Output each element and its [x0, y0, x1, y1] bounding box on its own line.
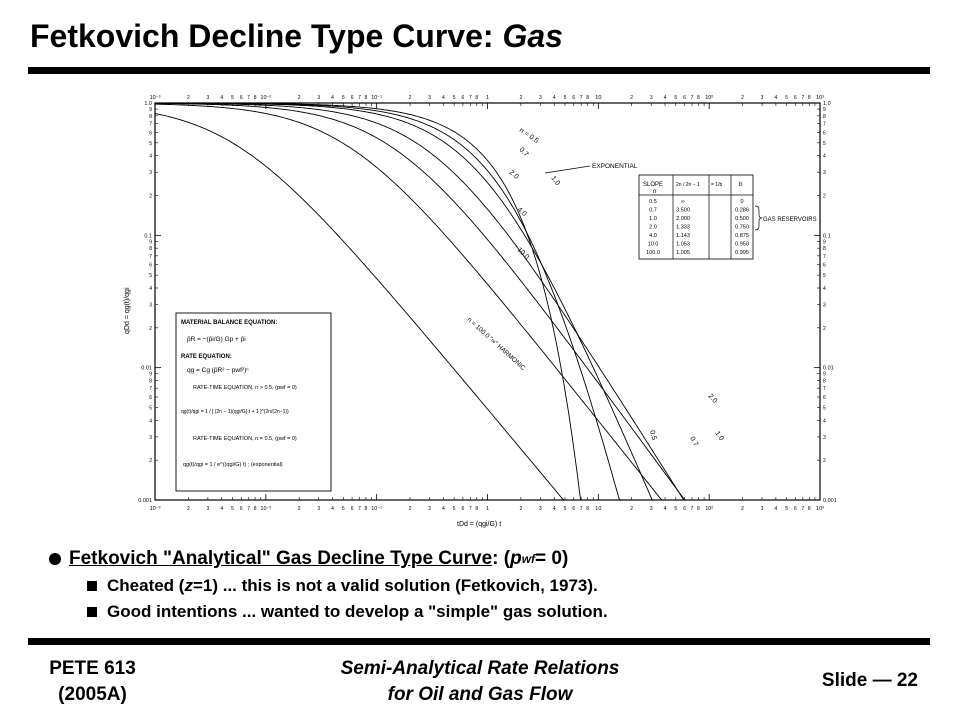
slope-table-header-b-inv: = 1/b: [711, 182, 723, 188]
y-minor-label-right: 5: [823, 405, 826, 412]
y-minor-label-right: 2: [823, 193, 826, 200]
x-tick-label-bottom: 10⁻¹: [371, 506, 383, 512]
y-minor-label-right: 3: [823, 170, 826, 177]
y-minor-label-right: 5: [823, 140, 826, 147]
y-minor-label-left: 9: [149, 371, 152, 378]
x-minor-label-bottom: 4: [663, 506, 667, 512]
y-minor-label-left: 3: [149, 434, 152, 441]
x-minor-label-bottom: 4: [442, 506, 445, 512]
y-minor-label-left: 4: [149, 418, 152, 425]
x-minor-label-bottom: 5: [785, 506, 789, 512]
x-minor-label-bottom: 3: [760, 506, 764, 512]
x-minor-label-top: 6: [461, 95, 465, 101]
bullet-dot: [49, 553, 61, 565]
x-minor-label-top: 6: [350, 95, 354, 101]
x-minor-label-top: 8: [364, 95, 368, 101]
x-tick-label-top: 10⁻¹: [371, 95, 383, 101]
y-minor-label-left: 9: [149, 239, 152, 246]
x-minor-label-top: 7: [247, 95, 251, 101]
y-minor-label-right: 7: [823, 121, 826, 128]
y-minor-label-left: 5: [149, 140, 152, 147]
x-minor-label-top: 2: [186, 95, 190, 101]
y-minor-label-right: 6: [823, 395, 826, 402]
x-minor-label-top: 5: [452, 95, 456, 101]
eq-rate-time-heading-2: RATE-TIME EQUATION, n = 0.5, (pwf = 0): [193, 436, 297, 442]
curve-label-n05: n = 0.5: [517, 126, 540, 146]
gas-reservoirs-brace: [755, 206, 762, 230]
exponential-label: EXPONENTIAL: [592, 163, 638, 170]
eq-rate-time-heading-1: RATE-TIME EQUATION, n > 0.5, (pwf = 0): [193, 385, 297, 391]
x-minor-label-top: 7: [690, 95, 694, 101]
x-minor-label-top: 3: [649, 95, 653, 101]
y-minor-label-right: 6: [823, 262, 826, 269]
slope-table-cell: 1.333: [676, 224, 690, 231]
y-minor-label-right: 9: [823, 107, 826, 114]
x-tick-label-top: 10: [595, 95, 602, 101]
bullet-main: [45, 545, 905, 573]
curve-label-low-10: 1.0: [713, 430, 725, 443]
footer-course: [40, 656, 145, 708]
x-minor-label-bottom: 2: [297, 506, 301, 512]
x-minor-label-top: 3: [428, 95, 431, 101]
y-minor-label-right: 2: [823, 325, 826, 332]
y-minor-label-left: 2: [149, 325, 152, 332]
x-minor-label-bottom: 4: [220, 506, 224, 512]
bullet-list: [45, 545, 905, 625]
y-minor-label-right: 3: [823, 434, 826, 441]
x-minor-label-top: 5: [563, 95, 567, 101]
y-minor-label-right: 9: [823, 239, 826, 246]
y-tick-label-right: 0.001: [823, 498, 837, 504]
x-minor-label-bottom: 4: [331, 506, 334, 512]
y-minor-label-left: 7: [149, 253, 152, 260]
y-minor-label-right: 4: [823, 153, 826, 160]
x-minor-label-bottom: 8: [586, 506, 589, 512]
x-minor-label-top: 8: [586, 95, 589, 101]
x-minor-label-bottom: 8: [253, 506, 257, 512]
x-minor-label-top: 6: [239, 95, 243, 101]
slope-table-cell: 0.5: [649, 199, 657, 205]
slope-table-cell: 1.0: [649, 216, 657, 222]
bullet-sub-2: [87, 599, 905, 625]
x-tick-label-bottom: 10³: [816, 506, 824, 512]
x-minor-label-top: 7: [801, 95, 805, 101]
curve-label-harmonic: n = 100.0 "∞" HARMONIC: [465, 316, 527, 373]
x-minor-label-top: 3: [538, 95, 542, 101]
x-minor-label-bottom: 7: [247, 506, 251, 512]
x-minor-label-bottom: 6: [350, 506, 354, 512]
bullet-square: [87, 607, 97, 617]
x-tick-label-top: 10³: [816, 95, 824, 101]
slope-table-cell: 3.500: [676, 207, 690, 214]
gas-reservoirs-label: GAS RESERVOIRS: [763, 217, 817, 223]
x-minor-label-bottom: 2: [741, 506, 744, 512]
title-italic: Gas: [502, 18, 563, 54]
x-minor-label-top: 3: [317, 95, 321, 101]
y-minor-label-right: 6: [823, 130, 826, 137]
x-minor-label-top: 5: [341, 95, 345, 101]
y-minor-label-left: 8: [149, 378, 152, 385]
x-minor-label-top: 2: [630, 95, 634, 101]
bullet-main-open: : (: [492, 548, 511, 569]
x-minor-label-bottom: 3: [317, 506, 321, 512]
curve-label-low-20: 2.0: [706, 392, 719, 405]
bullet-sub-1-z: z: [184, 576, 193, 595]
eq-material-balance: p̄R = −(p̄i/G) Gp + p̄i: [187, 336, 246, 343]
y-minor-label-left: 2: [149, 193, 152, 200]
curve-label-n10: 1.0: [549, 174, 561, 187]
y-minor-label-left: 6: [149, 395, 152, 402]
bullet-sub-1-a: Cheated (: [107, 576, 185, 595]
eq-rate: qg = Cg (p̄R² − pwf²)ⁿ: [187, 367, 249, 374]
slope-table-cell: 4.0: [649, 233, 657, 239]
footer-title-line2: for Oil and Gas Flow: [387, 684, 573, 705]
x-minor-label-top: 8: [253, 95, 257, 101]
footer-course-line1: PETE 613: [49, 658, 136, 679]
x-minor-label-top: 5: [674, 95, 678, 101]
x-minor-label-bottom: 6: [794, 506, 797, 512]
x-minor-label-bottom: 8: [364, 506, 368, 512]
x-minor-label-top: 2: [519, 95, 523, 101]
y-minor-label-left: 5: [149, 405, 152, 412]
type-curve-figure: [105, 88, 840, 535]
y-minor-label-right: 8: [823, 113, 826, 120]
y-axis-label: qDd = qg(t)/qgi: [124, 287, 131, 334]
x-minor-label-bottom: 6: [461, 506, 465, 512]
x-minor-label-bottom: 5: [452, 506, 456, 512]
slope-table: [639, 175, 753, 259]
x-minor-label-top: 5: [231, 95, 234, 101]
x-minor-label-bottom: 6: [239, 506, 243, 512]
curve-label-low-07: 0.7: [688, 435, 699, 448]
slope-table-cell: 0: [740, 199, 744, 205]
slope-table-cell: 2.000: [676, 216, 690, 222]
x-minor-label-top: 7: [468, 95, 472, 101]
slope-table-cell: 0.500: [735, 216, 749, 222]
y-tick-label-right: 0.1: [823, 233, 831, 240]
y-minor-label-left: 3: [149, 302, 152, 309]
bottom-rule: [28, 638, 930, 645]
bullet-main-close: = 0): [535, 548, 569, 569]
x-tick-label-bottom: 10: [595, 506, 602, 512]
bullet-sub-1-b: =1) ... this is not a valid solution (Fetkovich, 1973).: [192, 576, 598, 595]
y-minor-label-left: 7: [149, 386, 152, 393]
title-main: Fetkovich Decline Type Curve:: [30, 18, 503, 54]
slope-table-header-n: n: [653, 189, 657, 195]
slope-table-cell: 1.143: [676, 233, 690, 239]
x-tick-label-top: 10⁻²: [260, 95, 272, 101]
slope-table-header-b: b: [739, 182, 743, 188]
slope-table-cell: 0.286: [735, 207, 749, 214]
x-tick-label-bottom: 10⁻²: [260, 506, 272, 512]
x-minor-label-bottom: 2: [630, 506, 634, 512]
eq-rate-time-2: qg(t)/qgi = 1 / e^((qgi/G) t) ; (exponential): [183, 462, 283, 468]
x-minor-label-bottom: 4: [774, 506, 778, 512]
x-minor-label-top: 8: [475, 95, 479, 101]
x-minor-label-top: 6: [683, 95, 686, 101]
x-minor-label-bottom: 3: [538, 506, 542, 512]
x-minor-label-top: 4: [552, 95, 556, 101]
slope-table-cell: 0.950: [735, 241, 749, 248]
slope-table-cell: 1.005: [676, 250, 690, 256]
x-minor-label-top: 2: [297, 95, 301, 101]
slope-table-cell: 100.0: [646, 250, 660, 256]
x-minor-label-top: 3: [760, 95, 764, 101]
bullet-main-text: Fetkovich "Analytical" Gas Decline Type Curve: [69, 548, 493, 569]
x-minor-label-bottom: 2: [408, 506, 412, 512]
curve-label-n07: 0.7: [517, 146, 530, 159]
y-minor-label-right: 7: [823, 253, 826, 260]
x-minor-label-top: 4: [220, 95, 224, 101]
curve-label-n40: 4.0: [515, 206, 528, 218]
y-minor-label-right: 7: [823, 386, 826, 393]
x-minor-label-bottom: 7: [579, 506, 583, 512]
y-minor-label-right: 4: [823, 285, 826, 292]
y-minor-label-left: 9: [149, 107, 152, 114]
type-curve-chart: [105, 88, 840, 535]
x-minor-label-bottom: 4: [552, 506, 556, 512]
x-minor-label-top: 6: [794, 95, 797, 101]
x-minor-label-top: 4: [331, 95, 334, 101]
footer-title-line1: Semi-Analytical Rate Relations: [340, 658, 620, 679]
slope-table-cell: 0.750: [735, 224, 749, 231]
x-minor-label-top: 4: [442, 95, 445, 101]
x-minor-label-top: 7: [579, 95, 583, 101]
x-minor-label-bottom: 2: [519, 506, 523, 512]
y-minor-label-right: 8: [823, 246, 826, 253]
x-minor-label-bottom: 5: [563, 506, 567, 512]
bullet-sub-1: [87, 573, 905, 599]
x-tick-label-top: 10⁻³: [149, 95, 161, 101]
x-minor-label-bottom: 6: [572, 506, 576, 512]
curve-label-n20: 2.0: [507, 169, 520, 181]
y-tick-label-left: 0.1: [144, 233, 152, 240]
x-minor-label-top: 8: [807, 95, 811, 101]
x-minor-label-bottom: 8: [807, 506, 811, 512]
y-minor-label-left: 6: [149, 130, 152, 137]
bullet-square: [87, 581, 97, 591]
x-minor-label-bottom: 5: [674, 506, 678, 512]
x-minor-label-bottom: 3: [428, 506, 431, 512]
y-minor-label-left: 3: [149, 170, 152, 177]
top-rule: [28, 67, 930, 74]
y-minor-label-right: 2: [823, 458, 826, 465]
x-minor-label-bottom: 7: [801, 506, 805, 512]
x-minor-label-bottom: 5: [231, 506, 234, 512]
y-minor-label-left: 6: [149, 262, 152, 269]
y-minor-label-right: 9: [823, 371, 826, 378]
y-minor-label-left: 8: [149, 113, 152, 120]
x-minor-label-bottom: 8: [475, 506, 479, 512]
x-tick-label-bottom: 1: [485, 506, 490, 512]
y-minor-label-right: 5: [823, 273, 826, 280]
slope-table-cell: 10.0: [647, 241, 659, 248]
exponential-leader: [545, 166, 590, 173]
slope-table-cell: 1.053: [676, 241, 690, 248]
slope-table-cell: 2.0: [649, 224, 657, 231]
eq-material-balance-heading: MATERIAL BALANCE EQUATION:: [181, 320, 278, 326]
y-minor-label-right: 3: [823, 302, 826, 309]
x-minor-label-top: 3: [206, 95, 210, 101]
x-minor-label-top: 7: [358, 95, 361, 101]
x-minor-label-bottom: 7: [468, 506, 472, 512]
y-minor-label-left: 5: [149, 273, 152, 280]
y-minor-label-left: 8: [149, 246, 152, 253]
x-axis-label: tDd = (qgi/G) t: [457, 521, 502, 528]
x-minor-label-top: 8: [697, 95, 700, 101]
x-minor-label-top: 6: [572, 95, 576, 101]
x-minor-label-top: 4: [663, 95, 667, 101]
x-tick-label-top: 1: [485, 95, 490, 101]
slope-table-header-2n: 2n / 2n − 1: [676, 182, 700, 188]
slope-table-cell: ∞: [681, 199, 685, 205]
y-minor-label-left: 7: [149, 121, 152, 128]
x-minor-label-top: 2: [408, 95, 412, 101]
x-minor-label-bottom: 3: [649, 506, 653, 512]
equation-box: [176, 313, 331, 491]
x-minor-label-bottom: 8: [697, 506, 700, 512]
y-minor-label-left: 2: [149, 458, 152, 465]
x-minor-label-bottom: 5: [341, 506, 345, 512]
y-minor-label-left: 4: [149, 153, 152, 160]
x-minor-label-bottom: 3: [206, 506, 210, 512]
curve-label-low-05: 0.5: [648, 429, 658, 441]
x-minor-label-bottom: 6: [683, 506, 686, 512]
slope-table-header-slope: SLOPE: [643, 182, 664, 188]
x-minor-label-top: 2: [741, 95, 744, 101]
x-minor-label-bottom: 2: [186, 506, 190, 512]
x-minor-label-bottom: 7: [358, 506, 361, 512]
x-tick-label-bottom: 10⁻³: [149, 506, 161, 512]
eq-rate-heading: RATE EQUATION:: [181, 354, 232, 360]
curve-label-n100: 10.0: [515, 246, 531, 262]
slope-table-cell: 0.875: [735, 233, 749, 239]
x-minor-label-bottom: 7: [690, 506, 694, 512]
footer-title: [270, 656, 690, 708]
y-minor-label-right: 4: [823, 418, 826, 425]
y-tick-label-right: 0.01: [823, 365, 834, 372]
footer-course-line2: (2005A): [58, 684, 127, 705]
y-minor-label-left: 4: [149, 285, 152, 292]
bullet-main-p: p: [510, 548, 522, 569]
y-tick-label-left: 0.001: [138, 498, 152, 504]
x-tick-label-top: 10²: [705, 95, 714, 101]
x-tick-label-bottom: 10²: [705, 506, 714, 512]
slide-number: Slide — 22: [821, 670, 918, 691]
y-tick-label-right: 1.0: [823, 101, 831, 107]
y-tick-label-left: 0.01: [141, 365, 152, 372]
x-minor-label-top: 4: [774, 95, 778, 101]
bullet-sub-2-text: Good intentions ... wanted to develop a "simple" gas solution.: [107, 602, 608, 621]
x-minor-label-top: 5: [785, 95, 789, 101]
y-tick-label-left: 1.0: [144, 101, 152, 107]
slide-title: [30, 18, 563, 55]
slope-table-cell: 0.995: [735, 250, 749, 256]
slope-table-cell: 0.7: [649, 207, 657, 214]
eq-rate-time-1: qg(t)/qgi = 1 / [ (2n − 1)(qgi/G) t + 1 ]^(2n/(2n−1)): [181, 409, 289, 415]
y-minor-label-right: 8: [823, 378, 826, 385]
bullet-main-sub: wf: [521, 552, 536, 566]
